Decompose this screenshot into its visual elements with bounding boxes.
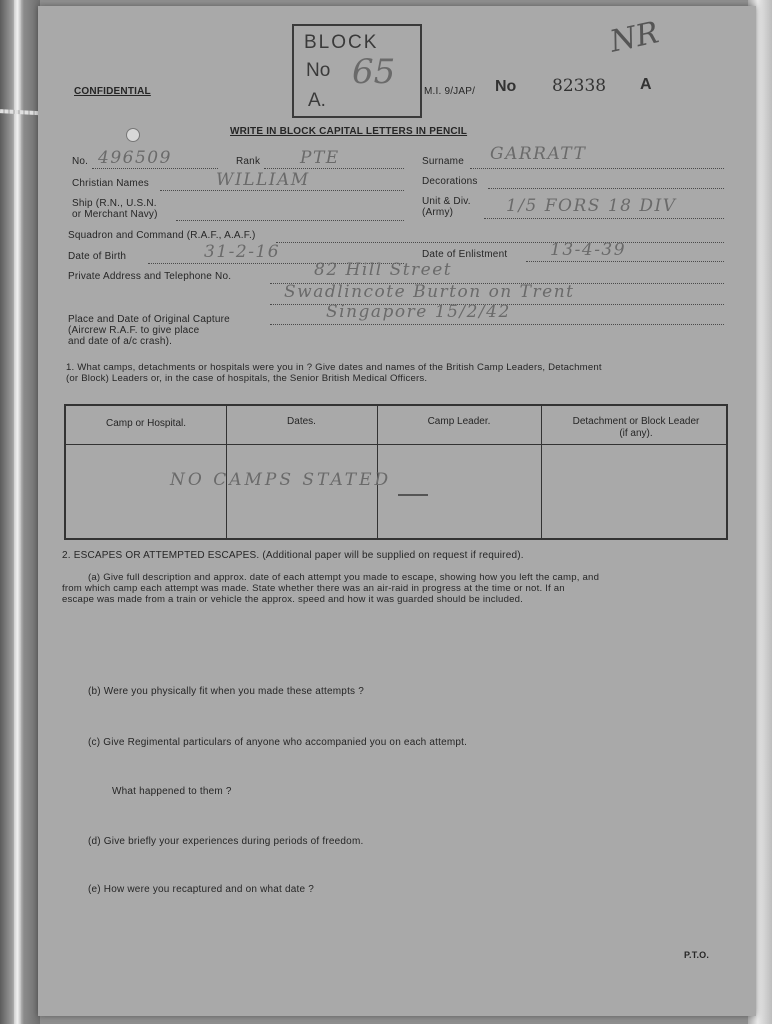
header-camp-or-hospital: Camp or Hospital. (105, 418, 187, 429)
confidential-label: CONFIDENTIAL (74, 86, 151, 97)
instruction-heading: WRITE IN BLOCK CAPITAL LETTERS IN PENCIL (230, 126, 468, 137)
section2-a-line2: from which camp each attempt was made. State whether there was an air-raid in progress at the time or not. If an (62, 583, 565, 594)
serial-number: 82338 (552, 76, 607, 96)
enlistment-label: Date of Enlistment (422, 249, 508, 260)
section2-c: (c) Give Regimental particulars of anyone who accompanied you on each attempt. (88, 737, 468, 748)
header-detachment-leader: Detachment or Block Leader (if any). (572, 416, 700, 439)
ship-label-1: Ship (R.N., U.S.N. (72, 198, 157, 209)
section2-b: (b) Were you physically fit when you made these attempts ? (88, 686, 364, 697)
dob-value: 31-2-16 (204, 242, 281, 262)
dob-label: Date of Birth (68, 251, 127, 262)
address-label: Private Address and Telephone No. (68, 271, 232, 282)
section2-c-sub: What happened to them ? (112, 786, 232, 797)
no-value: 496509 (98, 148, 172, 168)
unit-label-2: (Army) (422, 207, 454, 218)
stamp-no-text: No (306, 60, 331, 81)
reference-code: M.I. 9/JAP/ (424, 86, 476, 97)
header-camp-leader: Camp Leader. (427, 416, 491, 427)
series-letter: A (640, 76, 652, 93)
number-label: No (495, 78, 517, 95)
enlistment-value: 13-4-39 (550, 240, 627, 260)
section2-a-line1: (a) Give full description and approx. date of each attempt you made to escape, showing how you left the camp, and (88, 572, 600, 583)
stamp-block-text: BLOCK (304, 32, 379, 53)
camp-table (64, 404, 728, 540)
capture-value: Singapore 15/2/42 (326, 302, 511, 322)
surname-value: GARRATT (490, 144, 587, 164)
stamp-handwritten-number: 65 (352, 52, 396, 92)
surname-label: Surname (422, 156, 464, 167)
punch-hole (126, 128, 140, 142)
christian-names-label: Christian Names (72, 178, 149, 189)
address-value-line2: Swadlincote Burton on Trent (284, 282, 575, 302)
capture-label-2: (Aircrew R.A.F. to give place (68, 325, 200, 336)
squadron-label: Squadron and Command (R.A.F., A.A.F.) (68, 230, 256, 241)
christian-names-value: WILLIAM (216, 170, 310, 190)
section2-d: (d) Give briefly your experiences during periods of freedom. (88, 836, 364, 847)
unit-label-1: Unit & Div. (422, 196, 471, 207)
block-stamp (292, 24, 422, 118)
camps-entry: NO CAMPS STATED (170, 470, 392, 490)
rank-label: Rank (236, 156, 261, 167)
section2-heading: 2. ESCAPES OR ATTEMPTED ESCAPES. (Additional paper will be supplied on request if required). (62, 550, 524, 561)
questionnaire-page (38, 6, 756, 1016)
section1-question-line1: 1. What camps, detachments or hospitals were you in ? Give dates and names of the British Camp Leaders, Detachment (66, 362, 602, 373)
stamp-a-text: A. (308, 90, 326, 111)
no-label: No. (72, 156, 89, 167)
decorations-label: Decorations (422, 176, 478, 187)
address-value-line1: 82 Hill Street (314, 260, 453, 280)
section2-a-line3: escape was made from a train or vehicle the approx. speed and how it was guarded should be included. (62, 594, 524, 605)
rank-value: PTE (300, 148, 340, 168)
capture-label-1: Place and Date of Original Capture (68, 314, 230, 325)
header-dates: Dates. (287, 416, 316, 427)
section2-e: (e) How were you recaptured and on what date ? (88, 884, 314, 895)
underline-mark (398, 494, 428, 496)
capture-label-3: and date of a/c crash). (68, 336, 173, 347)
pto-label: P.T.O. (684, 950, 710, 960)
handwritten-initials: NR (606, 15, 662, 60)
unit-value: 1/5 FORS 18 DIV (506, 196, 677, 216)
ship-label-2: or Merchant Navy) (72, 209, 158, 220)
binder-strip (14, 0, 21, 1024)
section1-question-line2: (or Block) Leaders or, in the case of hospitals, the Senior British Medical Officers. (66, 373, 428, 384)
